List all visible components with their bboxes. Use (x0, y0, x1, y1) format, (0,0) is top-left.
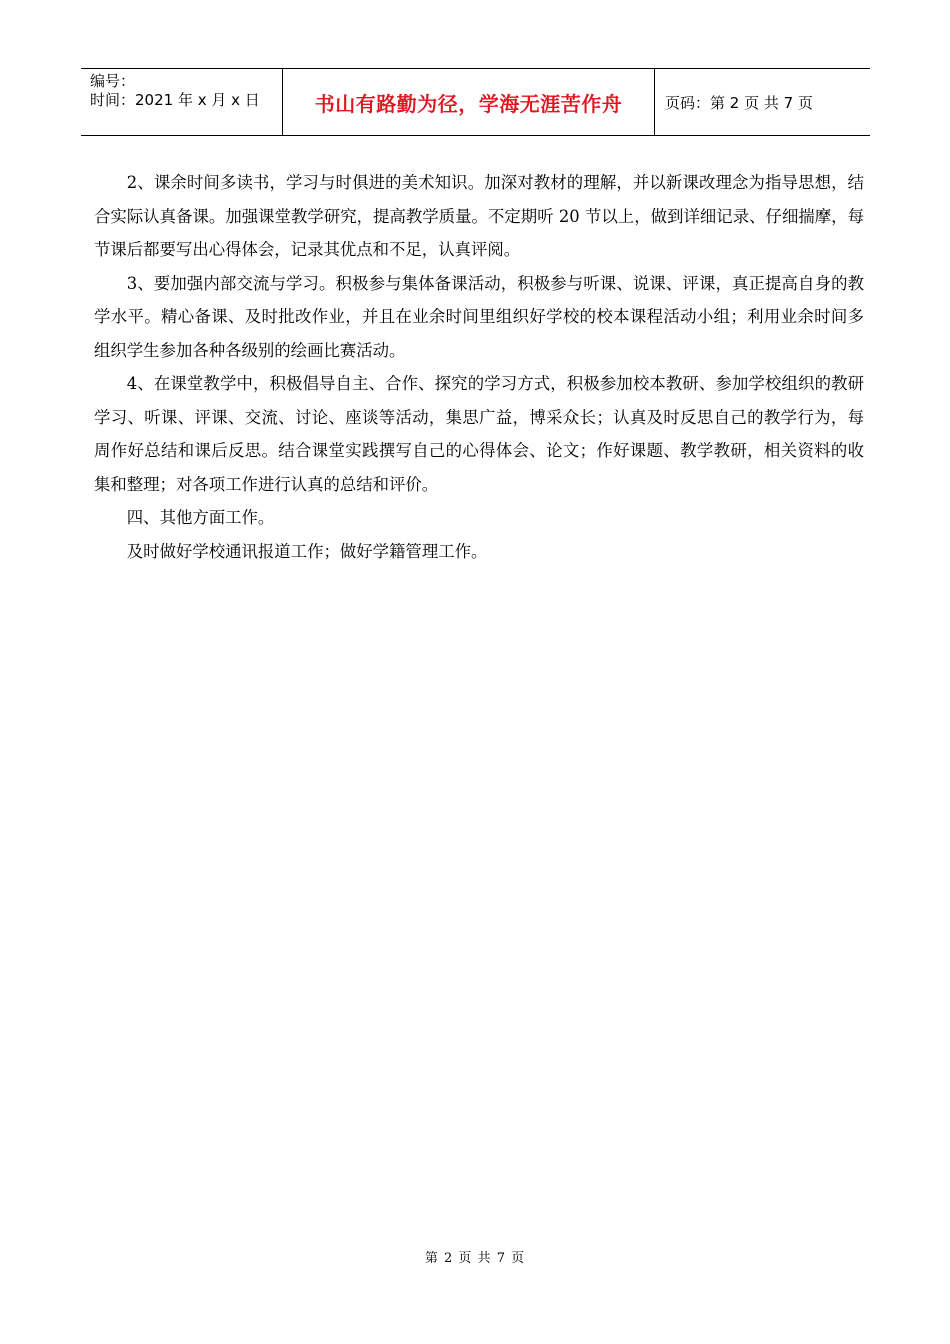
header-page-number: 页码：第 2 页 共 7 页 (665, 93, 813, 112)
page-footer (0, 1247, 950, 1266)
header-info-cell (81, 69, 282, 135)
paragraph-4: 4、在课堂教学中，积极倡导自主、合作、探究的学习方式，积极参加校本教研、参加学校组织的教研学习、听课、评课、交流、讨论、座谈等活动，集思广益，博采众长；认真及时反思自己的教学行为，每周作好总结和课后反思。结合课堂实践撰写自己的心得体会、论文；作好课题、教学教研，相关资料的收集和整理；对各项工作进行认真的总结和评价。 (94, 374, 864, 494)
document-number-label: 编号： (90, 72, 136, 90)
paragraph-3: 3、要加强内部交流与学习。积极参与集体备课活动，积极参与听课、说课、评课，真正提高自身的教学水平。精心备课、及时批改作业，并且在业余时间里组织好学校的校本课程活动小组；利用业余时间多组织学生参加各种各级别的绘画比赛活动。 (94, 273, 864, 360)
motto-text: 书山有路勤为径，学海无涯苦作舟 (314, 91, 623, 116)
document-body (94, 166, 864, 568)
header-motto-cell (282, 69, 655, 135)
paragraph-other-work: 及时做好学校通讯报道工作；做好学籍管理工作。 (126, 541, 488, 561)
document-header (81, 68, 870, 136)
footer-page-number: 第 2 页 共 7 页 (424, 1251, 526, 1266)
document-date-label: 时间：2021 年 x 月 x 日 (90, 91, 260, 109)
section-heading-other-work: 四、其他方面工作。 (126, 508, 275, 527)
paragraph-2: 2、课余时间多读书，学习与时俱进的美术知识。加深对教材的理解，并以新课改理念为指导思想，结合实际认真备课。加强课堂教学研究，提高教学质量。不定期听 20 节以上，做到详细记录、仔细揣摩，每节课后都要写出心得体会，记录其优点和不足，认真评阅。 (94, 173, 864, 259)
header-page-cell (655, 69, 870, 135)
